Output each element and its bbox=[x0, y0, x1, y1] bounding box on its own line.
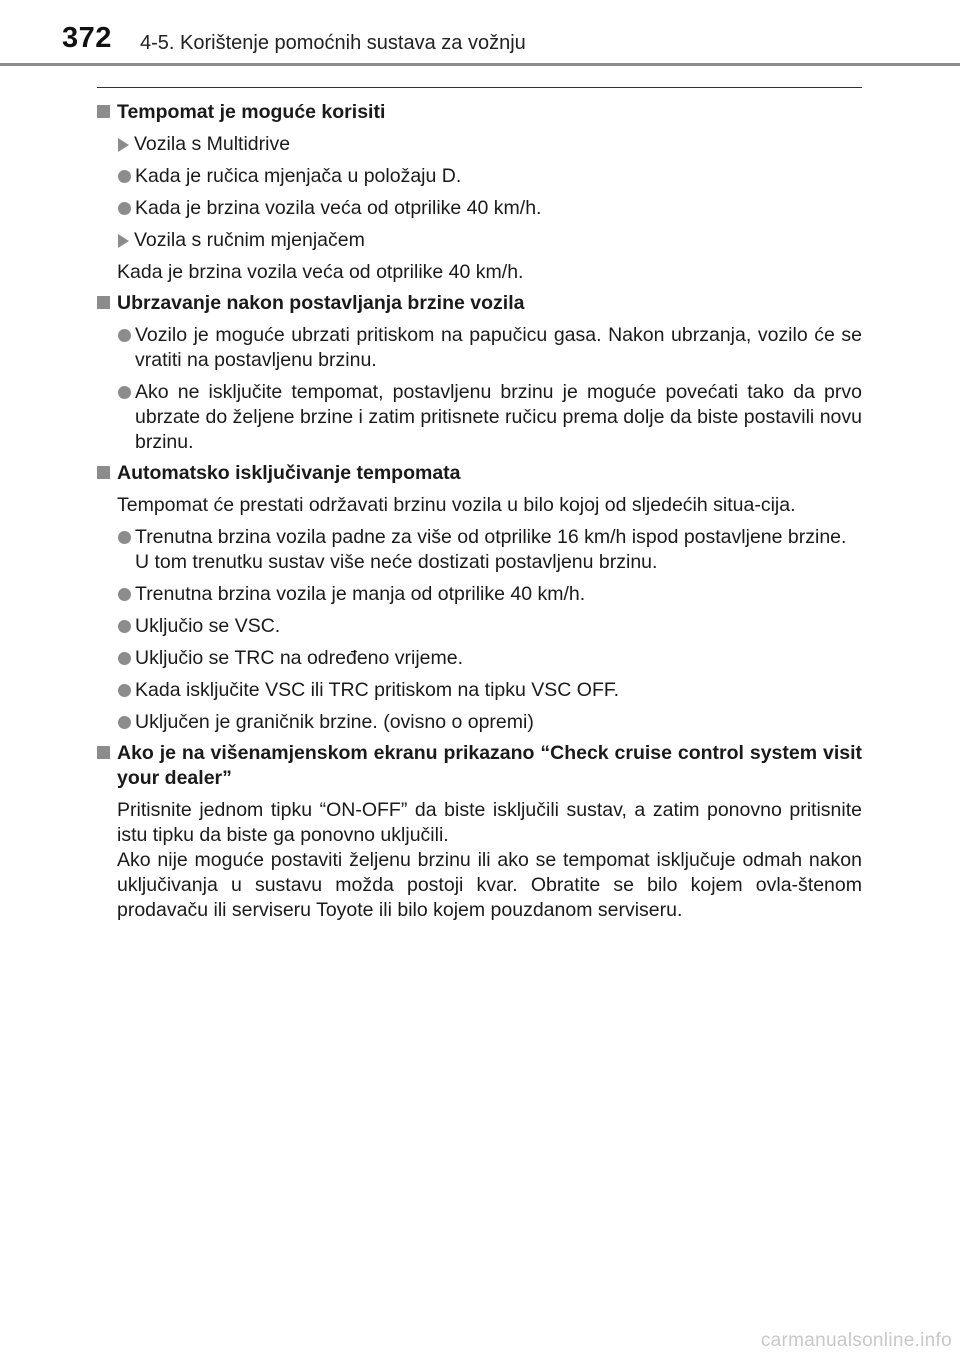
list-item bbox=[97, 323, 862, 373]
list-item bbox=[97, 525, 862, 575]
content-top-rule bbox=[97, 87, 862, 88]
section-heading-cruise-available bbox=[97, 100, 862, 125]
list-item-text: Vozilo je moguće ubrzati pritiskom na papučicu gasa. Nakon ubrzanja, vozilo će se vratiti na postavljenu brzinu. bbox=[135, 324, 862, 371]
watermark: carmanualsonline.info bbox=[760, 1330, 952, 1351]
paragraph-text-continued: Ako nije moguće postaviti željenu brzinu ili ako se tempomat isključuje odmah nakon uključivanja u sustavu možda postoji kvar. Obratite se bilo kojem ovla-štenom prodavaču ili serviseru Toyote ili bilo kojem pouzdanom serviseru. bbox=[117, 849, 862, 921]
subheading-text: Vozila s Multidrive bbox=[134, 133, 291, 155]
subheading-manual-transmission bbox=[97, 228, 862, 253]
section-title: Tempomat je moguće korisiti bbox=[117, 101, 386, 123]
list-item bbox=[97, 380, 862, 455]
chapter-title: 4-5. Korištenje pomoćnih sustava za vožnju bbox=[140, 32, 526, 54]
list-item-text: Trenutna brzina vozila padne za više od otprilike 16 km/h ispod postavljene brzine. bbox=[135, 526, 847, 548]
section-title: Ubrzavanje nakon postavljanja brzine vozila bbox=[117, 292, 525, 314]
section-heading-check-cruise-message bbox=[97, 741, 862, 791]
circle-bullet-icon bbox=[118, 620, 131, 633]
section-title: Ako je na višenamjenskom ekranu prikazano “Check cruise control system visit your dealer” bbox=[117, 742, 862, 789]
list-item bbox=[97, 164, 862, 189]
section-title: Automatsko isključivanje tempomata bbox=[117, 462, 461, 484]
list-item-text: Kada je ručica mjenjača u položaju D. bbox=[135, 165, 462, 187]
triangle-bullet-icon bbox=[118, 138, 129, 152]
page-header bbox=[0, 0, 960, 66]
list-item bbox=[97, 614, 862, 639]
section-heading-auto-cancel bbox=[97, 461, 862, 486]
list-item-text: Ako ne isključite tempomat, postavljenu brzinu je moguće povećati tako da prvo ubrzate do željene brzine i zatim pritisnete ručicu prema dolje da biste postavili novu brzinu. bbox=[135, 381, 862, 453]
circle-bullet-icon bbox=[118, 716, 131, 729]
circle-bullet-icon bbox=[118, 531, 131, 544]
circle-bullet-icon bbox=[118, 588, 131, 601]
circle-bullet-icon bbox=[118, 386, 131, 399]
paragraph-text: Pritisnite jednom tipku “ON-OFF” da biste isključili sustav, a zatim ponovno pritisnite istu tipku da biste ga ponovno uključili. bbox=[117, 799, 862, 846]
list-item-text-continued: U tom trenutku sustav više neće dostizati postavljenu brzinu. bbox=[135, 551, 658, 573]
list-item bbox=[97, 582, 862, 607]
square-bullet-icon bbox=[97, 105, 110, 118]
list-item bbox=[97, 678, 862, 703]
paragraph: Kada je brzina vozila veća od otprilike 40 km/h. bbox=[117, 261, 524, 283]
paragraph bbox=[97, 798, 862, 923]
list-item-text: Uključio se TRC na određeno vrijeme. bbox=[135, 647, 464, 669]
page-content bbox=[97, 94, 862, 923]
list-item-text: Kada isključite VSC ili TRC pritiskom na tipku VSC OFF. bbox=[135, 679, 620, 701]
square-bullet-icon bbox=[97, 746, 110, 759]
list-item bbox=[97, 710, 862, 735]
page-number: 372 bbox=[62, 22, 112, 54]
paragraph: Tempomat će prestati održavati brzinu vozila u bilo kojoj od sljedećih situa-cija. bbox=[117, 494, 796, 516]
list-item-text: Kada je brzina vozila veća od otprilike 40 km/h. bbox=[135, 197, 542, 219]
section-heading-acceleration bbox=[97, 291, 862, 316]
square-bullet-icon bbox=[97, 296, 110, 309]
circle-bullet-icon bbox=[118, 202, 131, 215]
list-item bbox=[97, 646, 862, 671]
circle-bullet-icon bbox=[118, 684, 131, 697]
circle-bullet-icon bbox=[118, 652, 131, 665]
subheading-text: Vozila s ručnim mjenjačem bbox=[134, 229, 365, 251]
list-item-text: Uključio se VSC. bbox=[135, 615, 281, 637]
circle-bullet-icon bbox=[118, 329, 131, 342]
triangle-bullet-icon bbox=[118, 234, 129, 248]
list-item-text: Uključen je graničnik brzine. (ovisno o opremi) bbox=[135, 711, 534, 733]
list-item bbox=[97, 196, 862, 221]
subheading-multidrive bbox=[97, 132, 862, 157]
square-bullet-icon bbox=[97, 466, 110, 479]
header-bar bbox=[0, 63, 960, 66]
list-item-text: Trenutna brzina vozila je manja od otprilike 40 km/h. bbox=[135, 583, 586, 605]
circle-bullet-icon bbox=[118, 170, 131, 183]
